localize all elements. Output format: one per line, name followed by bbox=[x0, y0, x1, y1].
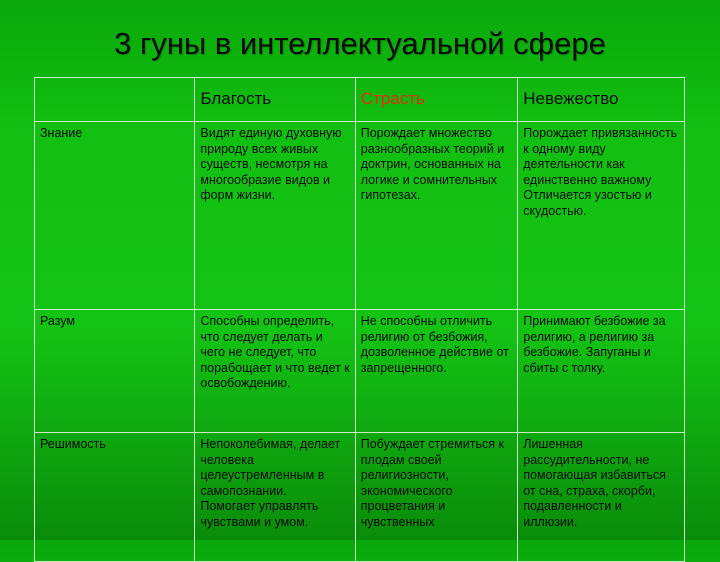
cell-resolve-ignorance: Лишенная рассудительности, не помогающая избавиться от сна, страха, скорби, подавленности и иллюзии. bbox=[518, 433, 685, 562]
cell-resolve-passion: Побуждает стремиться к плодам своей религиозности, экономического процветания и чувственных bbox=[355, 433, 518, 562]
cell-mind-ignorance: Принимают безбожие за религию, а религию за безбожие. Запуганы и сбиты с толку. bbox=[518, 310, 685, 433]
header-ignorance: Невежество bbox=[518, 78, 685, 122]
header-passion: Страсть bbox=[355, 78, 518, 122]
slide-title: 3 гуны в интеллектуальной сфере bbox=[114, 26, 606, 61]
cell-mind-passion: Не способны отличить религию от безбожия, дозволенное действие от запрещенного. bbox=[355, 310, 518, 433]
cell-resolve-goodness-part1: Непоколебимая, делает человека целеустремленным в самопознании. bbox=[200, 437, 341, 498]
table-row-resolve bbox=[35, 433, 685, 562]
row-label-mind: Разум bbox=[35, 310, 195, 433]
cell-knowledge-passion: Порождает множество разнообразных теорий и доктрин, основанных на логике и сомнительных гипотезах. bbox=[355, 122, 518, 310]
table-row-mind bbox=[35, 310, 685, 433]
row-label-resolve: Решимость bbox=[35, 433, 195, 562]
guna-table bbox=[34, 77, 685, 562]
cell-knowledge-ignorance: Порождает привязанность к одному виду деятельности как единственно важному Отличается узостью и скудостью. bbox=[518, 122, 685, 310]
cell-resolve-goodness bbox=[195, 433, 355, 562]
header-goodness: Благость bbox=[195, 78, 355, 122]
row-label-knowledge: Знание bbox=[35, 122, 195, 310]
header-empty-cell bbox=[35, 78, 195, 122]
cell-knowledge-goodness: Видят единую духовную природу всех живых существ, несмотря на многообразие видов и форм жизни. bbox=[195, 122, 355, 310]
cell-mind-goodness: Способны определить, что следует делать и чего не следует, что порабощает и что ведет к освобождению. bbox=[195, 310, 355, 433]
table-header-row bbox=[35, 78, 685, 122]
cell-resolve-goodness-part2: Помогает управлять чувствами и умом. bbox=[200, 499, 319, 529]
table-row-knowledge bbox=[35, 122, 685, 310]
